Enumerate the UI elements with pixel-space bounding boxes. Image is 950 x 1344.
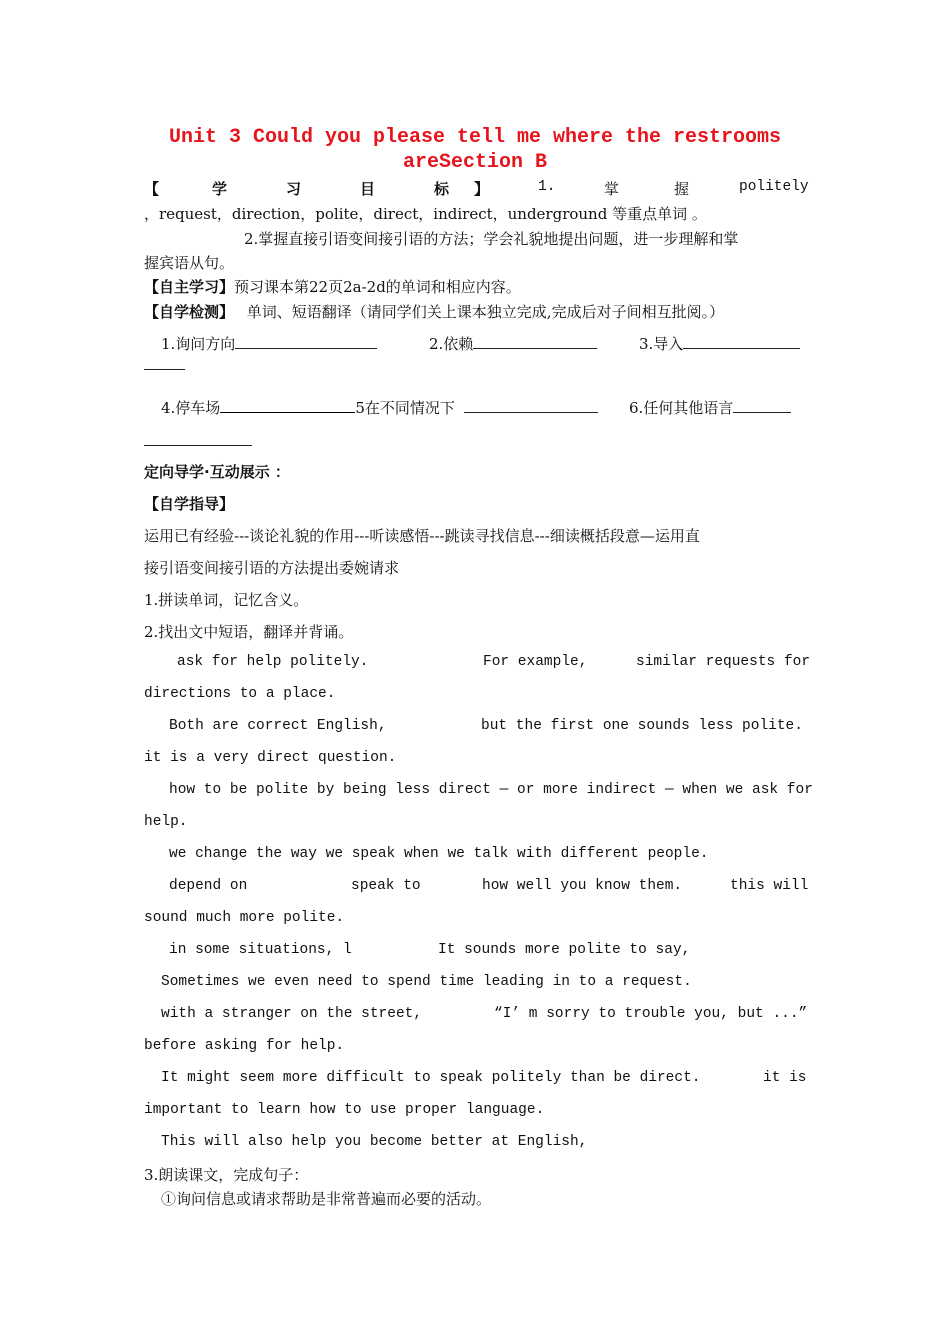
phrase-3: similar requests for — [636, 654, 811, 670]
objective-2-line-1: 2.掌握直接引语变间接引语的方法；学会礼貌地提出问题，进一步理解和掌 — [244, 230, 739, 248]
objectives-char-1: 学 — [212, 180, 228, 198]
self-study-heading: 【自主学习】 — [144, 278, 235, 296]
objective-1-word: politely — [739, 179, 809, 195]
objectives-char-4: 标 — [434, 180, 450, 198]
phrase-4: Both are correct English, — [169, 718, 387, 734]
phrase-18: it is — [763, 1070, 807, 1086]
self-study-row — [144, 276, 521, 297]
phrase-11: this will — [730, 878, 809, 894]
objectives-bracket-open: 【 — [144, 180, 160, 198]
phrase-1: ask for help politely. — [177, 654, 369, 670]
phrase-5: but the first one sounds less polite. — [481, 718, 803, 734]
translate-item-1-label: 1.询问方向 — [161, 335, 236, 353]
title-line-2: areSection B — [402, 151, 548, 174]
translate-item-2-label: 2.依赖 — [429, 335, 474, 353]
phrase-8: depend on — [169, 878, 248, 894]
phrase-13: It sounds more polite to say, — [438, 942, 691, 958]
answer-blank-3[interactable] — [683, 336, 800, 349]
phrase-16-continued: before asking for help. — [144, 1038, 345, 1054]
translate-item-6-label: 6.任何其他语言 — [629, 399, 734, 417]
step-3-sentence-1: ①询问信息或请求帮助是非常普遍而必要的活动。 — [161, 1190, 492, 1208]
phrase-18-continued: important to learn how to use proper language. — [144, 1102, 545, 1118]
translate-item-1 — [161, 333, 377, 354]
self-check-heading: 【自学检测】 — [144, 303, 235, 321]
phrase-15: with a stranger on the street, — [161, 1006, 423, 1022]
step-1: 1.拼读单词，记忆含义。 — [144, 591, 309, 609]
translate-item-4-label: 4.停车场 — [161, 399, 221, 417]
translate-item-3-label: 3.导入 — [639, 335, 684, 353]
objectives-char-2: 习 — [286, 180, 302, 198]
phrase-3-continued: directions to a place. — [144, 686, 336, 702]
phrase-6-continued: help. — [144, 814, 188, 830]
self-check-row — [144, 301, 724, 322]
self-check-text: 单词、短语翻译（请同学们关上课本独立完成,完成后对子间相互批阅。） — [246, 303, 725, 321]
answer-blank-3-continued[interactable] — [144, 369, 185, 370]
phrase-17: It might seem more difficult to speak politely than be direct. — [161, 1070, 701, 1086]
phrase-6: how to be polite by being less direct — or more indirect — when we ask for — [169, 782, 813, 798]
answer-blank-4[interactable] — [220, 400, 355, 413]
objectives-bracket-close: 】 — [474, 180, 490, 198]
phrase-2: For example, — [483, 654, 588, 670]
translate-item-4 — [161, 397, 598, 418]
objective-1-char-1: 掌 — [604, 180, 620, 198]
step-3: 3.朗读课文，完成句子： — [144, 1166, 309, 1184]
phrase-16: “I’ m sorry to trouble you, but ...” — [494, 1006, 808, 1022]
answer-blank-1[interactable] — [235, 336, 377, 349]
guidance-line-2: 接引语变间接引语的方法提出委婉请求 — [144, 559, 400, 577]
title-line-1: Unit 3 Could you please tell me where the restrooms — [168, 126, 782, 149]
self-study-text: 预习课本第22页2a-2d的单词和相应内容。 — [234, 278, 521, 296]
objective-1-char-2: 握 — [674, 180, 690, 198]
phrase-10: how well you know them. — [482, 878, 683, 894]
phrase-5-continued: it is a very direct question. — [144, 750, 397, 766]
objective-1-continued: ，request，direction，polite，direct，indirect，underground 等重点单词 。 — [144, 205, 707, 223]
translate-item-2 — [429, 333, 597, 354]
translate-item-6 — [629, 397, 791, 418]
phrase-19: This will also help you become better at English, — [161, 1134, 588, 1150]
answer-blank-6[interactable] — [733, 400, 791, 413]
answer-blank-2[interactable] — [473, 336, 597, 349]
phrase-12: in some situations, l — [169, 942, 352, 958]
guidance-line-1: 运用已有经验---谈论礼貌的作用---听读感悟---跳读寻找信息---细读概括段意—运用直 — [144, 527, 700, 545]
phrase-14: Sometimes we even need to spend time leading in to a request. — [161, 974, 692, 990]
translate-item-5-label: 5在不同情况下 — [355, 399, 455, 417]
objective-2-line-2: 握宾语从句。 — [144, 254, 235, 272]
answer-blank-5[interactable] — [464, 400, 598, 413]
answer-blank-6-continued[interactable] — [144, 445, 252, 446]
objective-1-number: 1. — [538, 179, 556, 195]
translate-item-3 — [639, 333, 800, 354]
self-guidance-heading: 【自学指导】 — [144, 495, 235, 513]
phrase-11-continued: sound much more polite. — [144, 910, 345, 926]
objectives-char-3: 目 — [360, 180, 376, 198]
phrase-9: speak to — [351, 878, 421, 894]
step-2: 2.找出文中短语，翻译并背诵。 — [144, 623, 354, 641]
guided-learning-heading: 定向导学·互动展示 ： — [144, 463, 290, 481]
phrase-7: we change the way we speak when we talk with different people. — [169, 846, 709, 862]
